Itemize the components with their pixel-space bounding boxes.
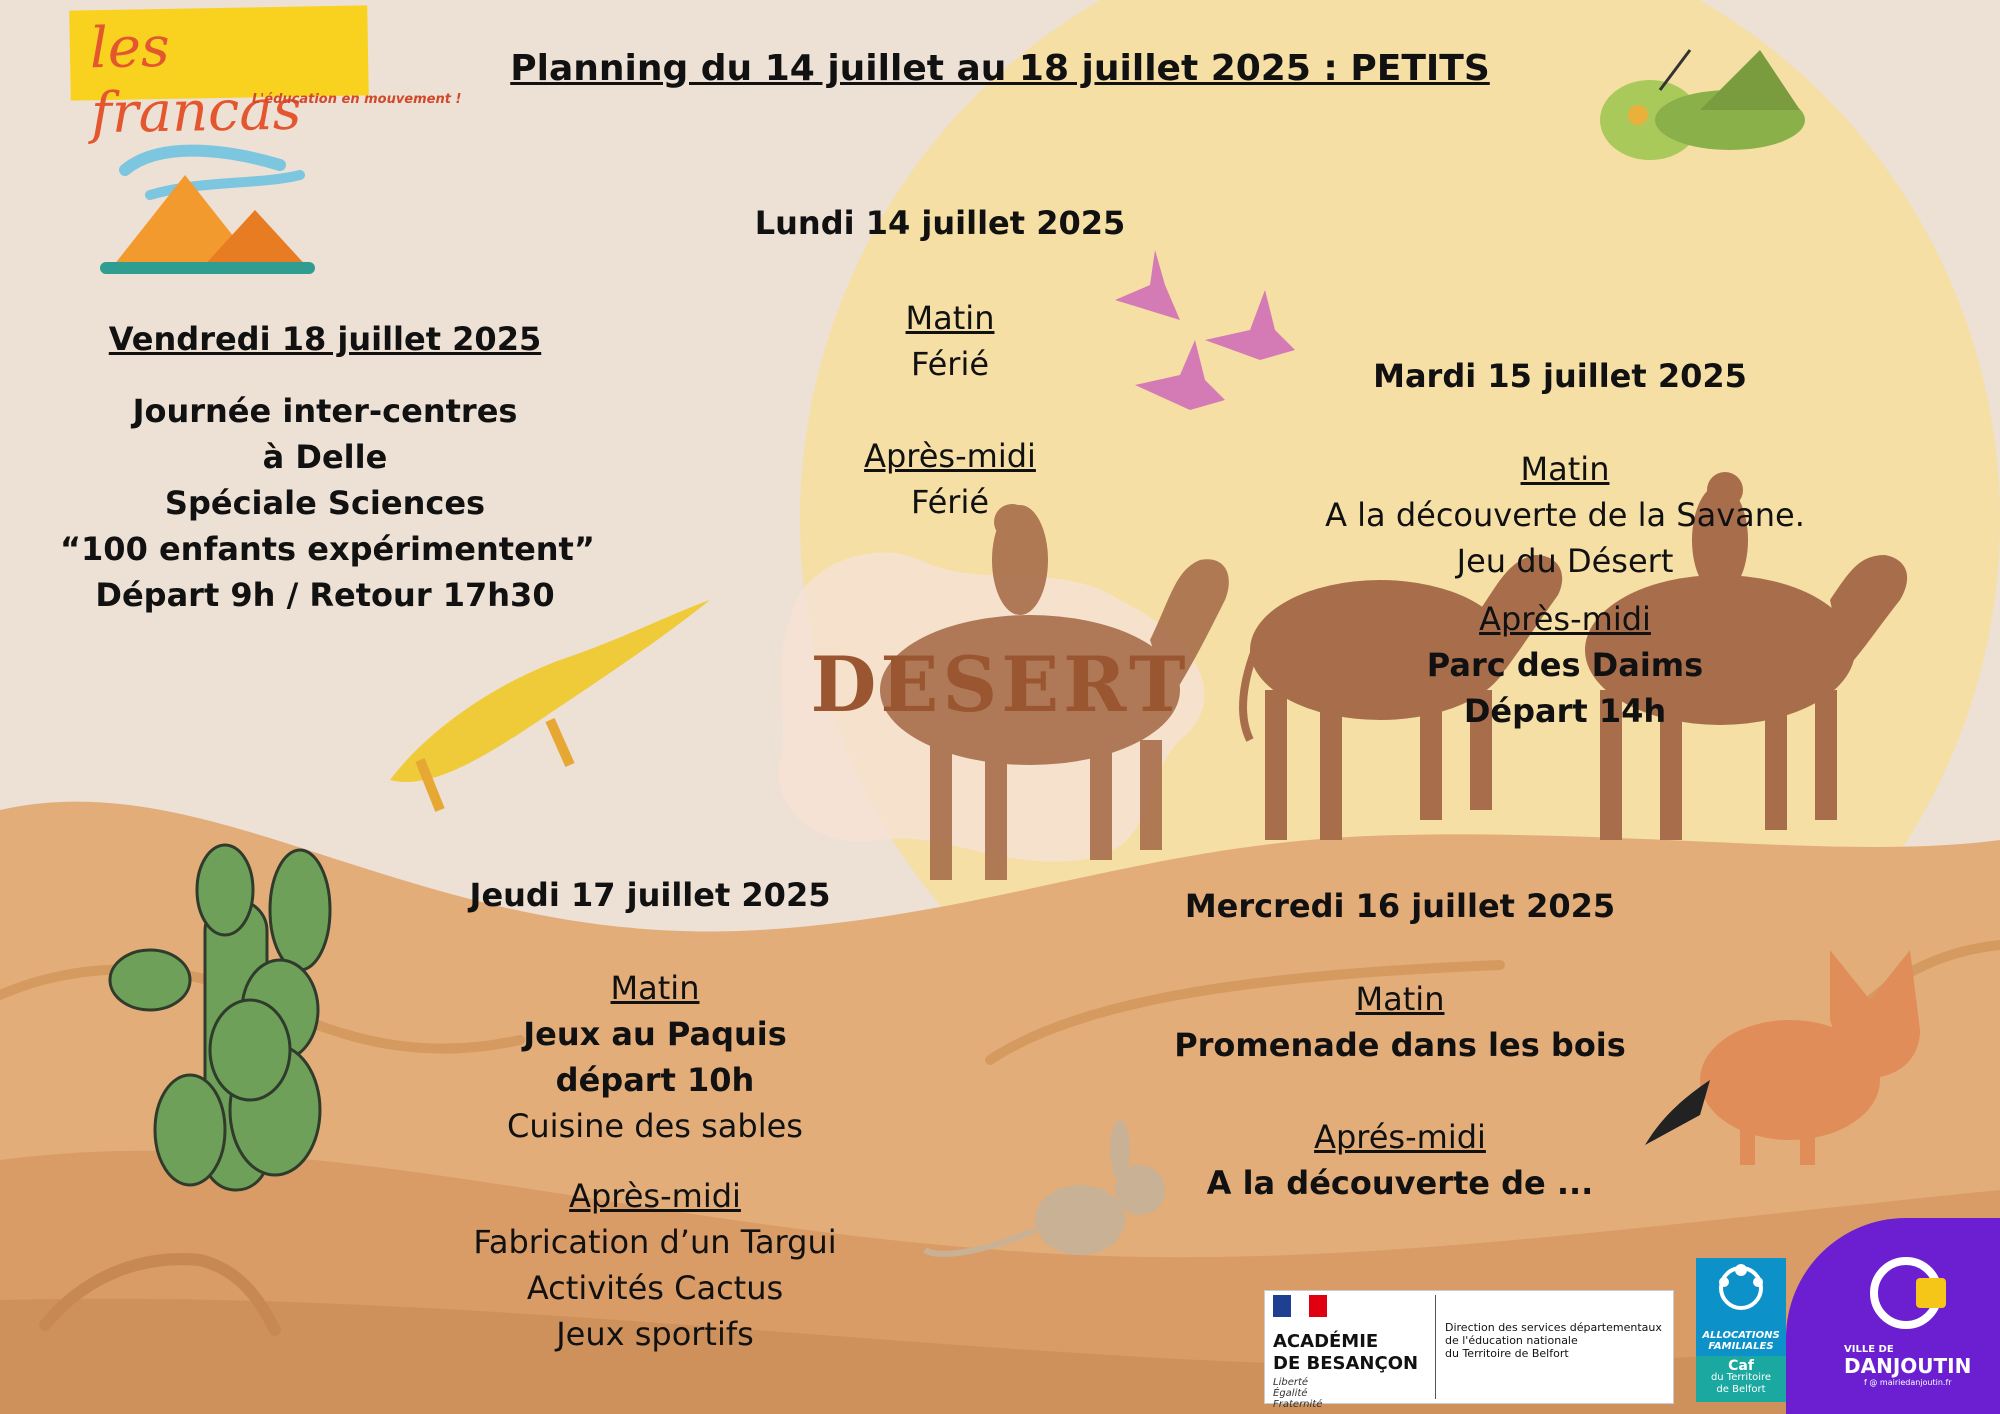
- vendredi-line: Spéciale Sciences: [164, 484, 486, 522]
- caf-logo: [1696, 1258, 1786, 1402]
- matin-activity: départ 10h: [555, 1061, 755, 1099]
- matin-label: Matin: [1520, 450, 1610, 488]
- matin-activity: A la découverte de la Savane.: [1325, 496, 1805, 534]
- academie-logo: [1264, 1290, 1674, 1410]
- matin-activity: Cuisine des sables: [507, 1107, 803, 1145]
- mercredi-schedule: [1150, 976, 1650, 1206]
- aprem-activity: Fabrication d’un Targui: [473, 1223, 837, 1261]
- ville-name: DANJOUTIN: [1844, 1354, 1972, 1378]
- aprem-activity: Parc des Daims: [1426, 646, 1704, 684]
- matin-label: Matin: [610, 969, 700, 1007]
- francas-tagline: L'éducation en mouvement !: [252, 92, 462, 107]
- day-mercredi: [1150, 883, 1650, 929]
- direction-line: du Territoire de Belfort: [1445, 1347, 1569, 1360]
- motto-line: Égalité: [1273, 1388, 1308, 1399]
- motto-line: Fraternité: [1273, 1399, 1323, 1410]
- direction-line: de l'éducation nationale: [1445, 1334, 1578, 1347]
- caf-line: ALLOCATIONS: [1702, 1330, 1780, 1341]
- aprem-label: Après-midi: [569, 1177, 741, 1215]
- caf-sub: du Territoire: [1710, 1372, 1772, 1383]
- aprem-label: Après-midi: [1479, 600, 1651, 638]
- matin-label: Matin: [905, 299, 995, 337]
- danjoutin-emblem-icon: [1866, 1248, 1956, 1338]
- caf-family-icon: [1696, 1258, 1786, 1328]
- matin-activity: Férié: [910, 345, 990, 383]
- caf-name: Caf: [1728, 1358, 1754, 1374]
- direction-line: Direction des services départementaux: [1445, 1321, 1662, 1334]
- day-mardi: [1360, 353, 1760, 399]
- aprem-activity: Départ 14h: [1463, 692, 1667, 730]
- day-lundi: [740, 200, 1140, 246]
- ville-prefix: VILLE DE: [1844, 1344, 1894, 1355]
- academie-line1: ACADÉMIE: [1273, 1331, 1379, 1352]
- matin-activity: Jeu du Désert: [1456, 542, 1674, 580]
- vendredi-line: “100 enfants expérimentent”: [60, 530, 595, 568]
- academie-line2: DE BESANÇON: [1273, 1353, 1419, 1374]
- day-vendredi: [60, 316, 595, 618]
- vendredi-line: à Delle: [262, 438, 388, 476]
- aprem-activity: Jeux sportifs: [556, 1315, 754, 1353]
- mardi-schedule: [1265, 446, 1865, 734]
- republique-flag-icon: [1273, 1295, 1327, 1317]
- page-title: Planning du 14 juillet au 18 juillet 2025 : PETITS: [510, 48, 1490, 89]
- ville-site: f @ mairiedanjoutin.fr: [1864, 1378, 1952, 1387]
- aprem-label: Aprés-midi: [1314, 1118, 1486, 1156]
- matin-activity: Promenade dans les bois: [1174, 1026, 1626, 1064]
- caf-line: FAMILIALES: [1708, 1341, 1774, 1352]
- day-label: Lundi 14 juillet 2025: [754, 204, 1126, 242]
- lundi-schedule: [800, 295, 1100, 525]
- aprem-activity: Activités Cactus: [526, 1269, 784, 1307]
- francas-logo-text: les francas: [89, 14, 303, 147]
- day-label: Mercredi 16 juillet 2025: [1184, 887, 1616, 925]
- jeudi-schedule: [420, 965, 890, 1357]
- day-label: Mardi 15 juillet 2025: [1373, 357, 1747, 395]
- day-jeudi: [450, 872, 850, 918]
- motto-line: Liberté: [1273, 1377, 1309, 1388]
- matin-activity: Jeux au Paquis: [523, 1015, 787, 1053]
- caf-sub: de Belfort: [1716, 1384, 1766, 1395]
- aprem-activity: Férié: [910, 483, 990, 521]
- day-label: Jeudi 17 juillet 2025: [469, 876, 831, 914]
- day-label: Vendredi 18 juillet 2025: [108, 320, 542, 358]
- theme-word: DESERT: [810, 640, 1190, 729]
- vendredi-line: Départ 9h / Retour 17h30: [95, 576, 555, 614]
- aprem-label: Après-midi: [864, 437, 1036, 475]
- matin-label: Matin: [1355, 980, 1445, 1018]
- aprem-activity: A la découverte de ...: [1206, 1164, 1594, 1202]
- vendredi-line: Journée inter-centres: [132, 392, 518, 430]
